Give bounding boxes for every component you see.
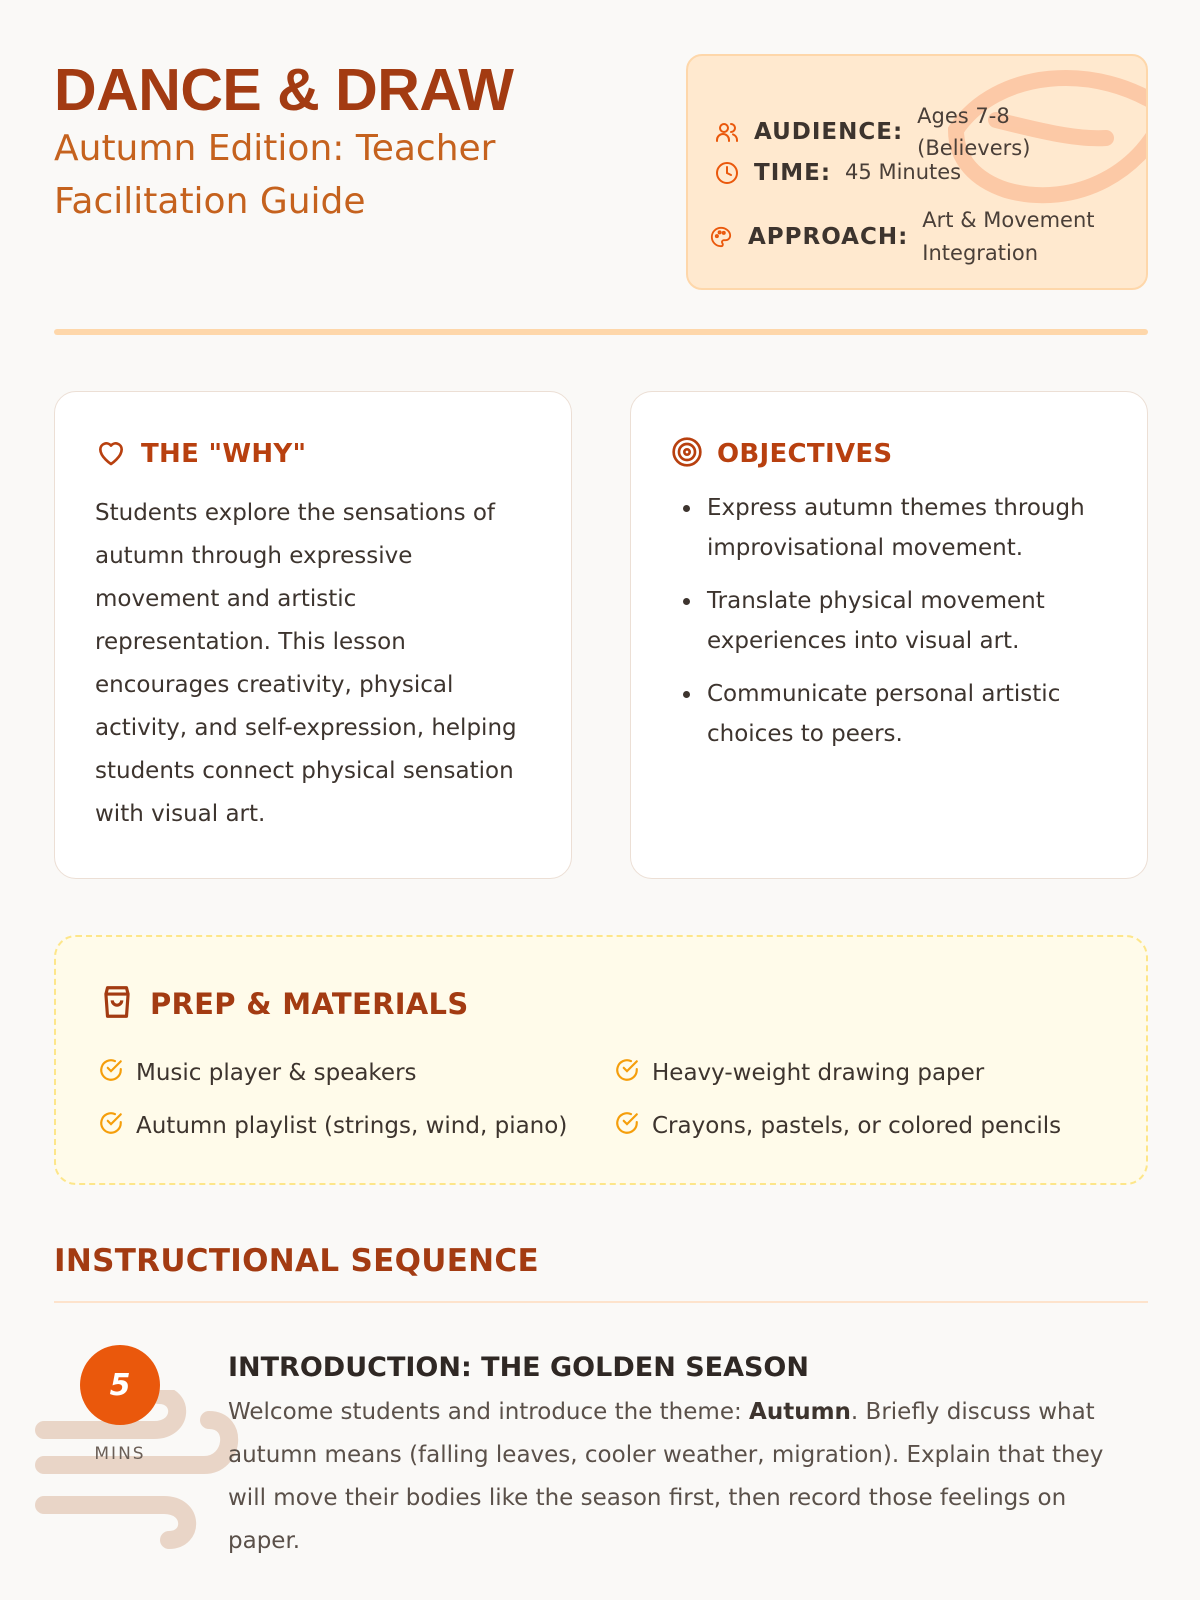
page-title: DANCE & DRAW [54,57,514,123]
audience-label: AUDIENCE: [754,119,904,145]
info-approach [708,204,1095,270]
step-duration-label: MINS [94,1444,146,1464]
audience-value-line1: Ages 7-8 [917,104,1010,128]
info-audience [714,100,1030,164]
heart-icon [95,436,127,472]
approach-value-line2: Integration [922,241,1039,265]
objectives-list [703,488,1123,767]
shopping-bag-icon [98,983,136,1025]
step-text-emphasis: Autumn [749,1399,851,1425]
prep-item-text: Autumn playlist (strings, wind, piano) [136,1113,568,1139]
prep-item-text: Music player & speakers [136,1060,417,1086]
step-text-after: . Briefly discuss what autumn means (falling leaves, cooler weather, migration). Explain that they will move their bodies like the season first, then record those feelings on paper. [228,1399,1104,1554]
approach-value [922,204,1094,270]
prep-header [98,983,469,1025]
approach-value-line1: Art & Movement [922,208,1095,232]
step-title: INTRODUCTION: THE GOLDEN SEASON [228,1352,809,1383]
check-circle-icon [614,1110,640,1142]
clock-icon [714,160,740,186]
page-subtitle: Autumn Edition: Teacher Facilitation Guide [54,128,496,222]
prep-item-text: Heavy-weight drawing paper [652,1060,985,1086]
step-duration-badge: 5 [80,1345,160,1425]
sequence-divider [54,1301,1148,1303]
objectives-title: OBJECTIVES [717,439,893,469]
check-circle-icon [98,1057,124,1089]
list-item [614,1057,984,1089]
step-text-before: Welcome students and introduce the theme: [228,1399,750,1425]
sequence-title: INSTRUCTIONAL SEQUENCE [54,1243,539,1279]
check-circle-icon [614,1057,640,1089]
why-text: Students explore the sensations of autumn through expressive movement and artistic representation. This lesson encourages creativity, physical activity, and self-expression, helping students connect physical sensation with visual art. [95,500,517,827]
prep-item-text: Crayons, pastels, or colored pencils [652,1113,1062,1139]
list-item [614,1110,1061,1142]
audience-value [917,100,1030,164]
list-item: • Communicate personal artistic choices to peers. [703,674,1123,754]
audience-value-line2: (Believers) [917,136,1031,160]
prep-materials-panel [54,935,1148,1185]
list-item [98,1110,567,1142]
list-item [98,1057,417,1089]
info-time [714,156,961,189]
time-value: 45 Minutes [845,160,962,184]
users-icon [714,119,740,145]
list-item: • Translate physical movement experiences into visual art. [703,581,1123,661]
why-card [54,391,572,879]
step-description [228,1391,1138,1563]
header-divider [54,329,1148,335]
check-circle-icon [98,1110,124,1142]
why-header [95,436,306,472]
approach-label: APPROACH: [748,224,909,250]
time-label: TIME: [754,159,832,186]
target-icon [671,436,703,472]
lesson-info-card [686,54,1148,290]
palette-icon [708,224,734,250]
objectives-header [671,436,892,472]
prep-title: PREP & MATERIALS [150,987,469,1021]
list-item: • Express autumn themes through improvisational movement. [703,488,1123,568]
objectives-card [630,391,1148,879]
lesson-page [54,0,1148,1600]
why-title: THE "WHY" [141,439,307,469]
